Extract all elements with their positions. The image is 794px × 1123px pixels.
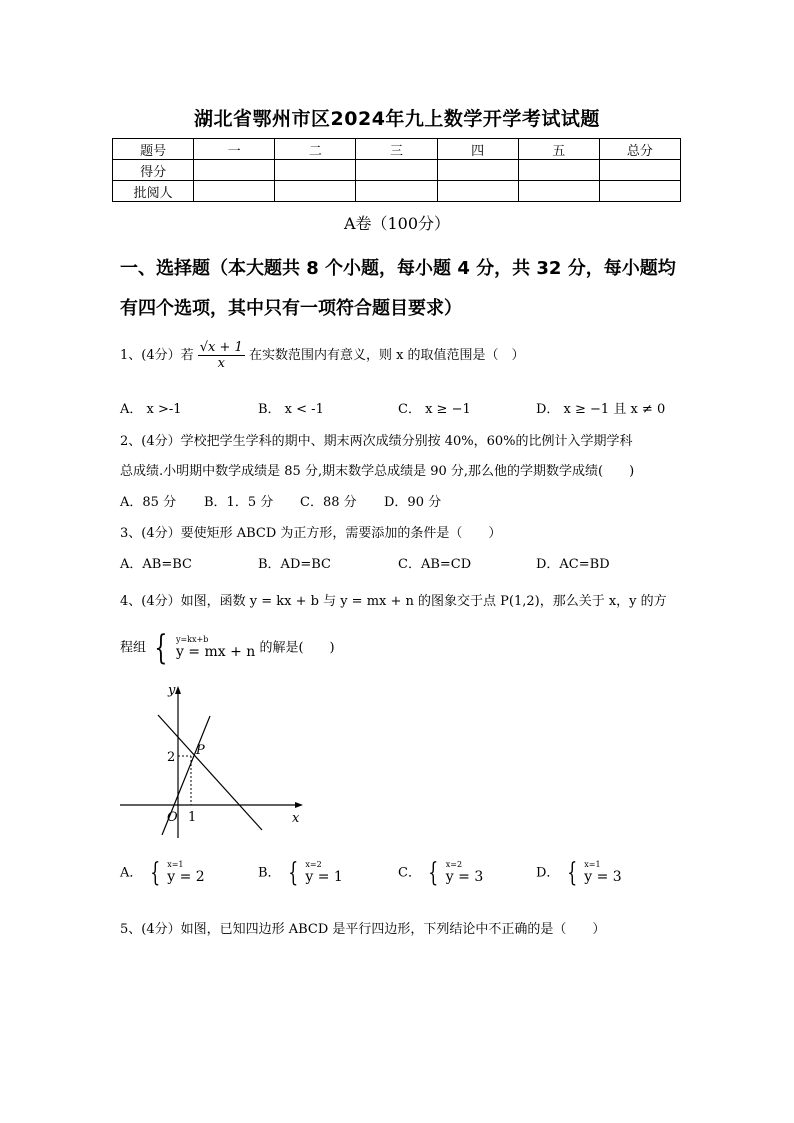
q1-fraction-denominator: x	[217, 356, 225, 371]
q4-line2-suffix: 的解是( )	[259, 640, 335, 656]
q3-text: 3、(4分）要使矩形 ABCD 为正方形，需要添加的条件是（ ）	[120, 526, 502, 541]
table-cell: 四	[437, 139, 518, 160]
q4-line1: 4、(4分）如图，函数 y = kx + b 与 y = mx + n 的图象交于点 P(1,2)，那么关于 x，y 的方	[120, 594, 667, 609]
point-p-label: P	[196, 743, 205, 758]
q4-option-b-top: x=2	[305, 860, 322, 869]
q4-option-d-bottom: y = 3	[584, 869, 622, 885]
q3-option-c[interactable]: C．AB=CD	[398, 557, 472, 572]
q5-text: 5、(4分）如图，已知四边形 ABCD 是平行四边形，下列结论中不正确的是（ ）	[120, 922, 606, 937]
q4-line2	[120, 628, 335, 668]
q4-option-b[interactable]	[258, 858, 343, 888]
q1-option-b[interactable]: B． x < -1	[258, 402, 324, 417]
q4-option-d-top: x=1	[584, 860, 601, 869]
q4-option-c-bottom: y = 3	[445, 869, 484, 885]
score-table	[112, 138, 681, 202]
q4-option-d[interactable]	[536, 858, 622, 888]
table-row	[113, 139, 681, 160]
origin-label: O	[167, 810, 178, 825]
q4-option-a-bottom: y = 2	[167, 869, 205, 885]
table-cell	[356, 181, 437, 202]
table-cell	[437, 181, 518, 202]
table-cell	[275, 181, 356, 202]
q2-line1: 2、(4分）学校把学生学科的期中、期末两次成绩分别按 40%，60%的比例计入学期学科	[120, 434, 633, 449]
q4-option-a[interactable]	[120, 858, 205, 888]
x-axis-arrow-icon	[295, 802, 303, 808]
q1-option-c[interactable]: C． x ≥ −1	[398, 402, 471, 417]
q4-line2-prefix: 程组	[120, 640, 147, 656]
q4-option-c-letter: C．	[398, 865, 421, 881]
q1-prefix: 1、(4分）若	[120, 348, 194, 363]
table-cell: 三	[356, 139, 437, 160]
q3-option-d[interactable]: D．AC=BD	[536, 557, 610, 572]
part1-heading-line2: 有四个选项，其中只有一项符合题目要求）	[120, 298, 462, 319]
tick-label-2: 2	[167, 750, 176, 765]
q2-option-c[interactable]: C．88 分	[300, 495, 357, 510]
q3-option-a[interactable]: A．AB=BC	[120, 557, 192, 572]
q1-suffix: 在实数范围内有意义，则 x 的取值范围是（ ）	[248, 348, 525, 363]
table-cell	[356, 160, 437, 181]
q1-fraction	[198, 340, 245, 371]
y-axis-label: y	[168, 683, 176, 698]
table-cell: 批阅人	[113, 181, 194, 202]
brace-icon: {	[428, 858, 439, 888]
q4-option-a-system	[167, 861, 204, 885]
table-cell: 二	[275, 139, 356, 160]
table-cell	[194, 181, 275, 202]
table-cell	[599, 181, 680, 202]
section-a-heading: A卷（100分）	[343, 214, 451, 233]
tick-label-1: 1	[188, 810, 197, 825]
q4-graph	[115, 680, 315, 845]
q1-fraction-numerator: √x + 1	[199, 340, 243, 355]
q4-option-c-system	[446, 861, 483, 885]
table-cell	[437, 160, 518, 181]
table-cell	[518, 181, 599, 202]
q2-option-d[interactable]: D．90 分	[384, 495, 442, 510]
y-axis-arrow-icon	[175, 686, 181, 694]
q4-system-top: y=kx+b	[175, 635, 209, 644]
x-axis-label: x	[292, 811, 300, 826]
q2-line2: 总成绩.小明期中数学成绩是 85 分,期末数学总成绩是 90 分,那么他的学期数学成绩( )	[120, 464, 635, 479]
q4-option-c[interactable]	[398, 858, 483, 888]
q4-option-a-top: x=1	[167, 860, 184, 869]
q4-option-d-system	[584, 861, 621, 885]
table-row	[113, 181, 681, 202]
brace-icon: {	[149, 858, 160, 888]
part1-heading-line1: 一、选择题（本大题共 8 个小题，每小题 4 分，共 32 分，每小题均	[120, 258, 676, 279]
q2-option-a[interactable]: A．85 分	[120, 495, 177, 510]
q1-option-a[interactable]: A． x >-1	[120, 402, 182, 417]
table-cell	[599, 160, 680, 181]
brace-icon: {	[566, 858, 577, 888]
brace-icon: {	[288, 858, 298, 888]
table-cell: 总分	[599, 139, 680, 160]
q4-option-a-letter: A．	[120, 865, 143, 881]
q4-option-b-letter: B．	[258, 865, 281, 881]
q4-option-d-letter: D．	[536, 865, 560, 881]
q3-option-b[interactable]: B．AD=BC	[258, 557, 331, 572]
table-cell	[194, 160, 275, 181]
table-row	[113, 160, 681, 181]
q4-option-b-system	[305, 861, 342, 885]
page-title: 湖北省鄂州市区2024年九上数学开学考试试题	[194, 108, 600, 130]
q4-option-c-top: x=2	[445, 860, 463, 869]
table-cell: 五	[518, 139, 599, 160]
q1-option-d[interactable]: D． x ≥ −1 且 x ≠ 0	[536, 402, 666, 417]
q2-option-b[interactable]: B．1．5 分	[204, 495, 274, 510]
table-cell: 得分	[113, 160, 194, 181]
question-1	[120, 340, 525, 371]
q4-equation-system	[176, 636, 255, 660]
table-cell	[275, 160, 356, 181]
table-cell: 一	[194, 139, 275, 160]
q4-brace-icon: {	[154, 628, 168, 668]
table-cell: 题号	[113, 139, 194, 160]
table-cell	[518, 160, 599, 181]
q4-system-bottom: y = mx + n	[175, 644, 256, 660]
q4-option-b-bottom: y = 1	[305, 869, 343, 885]
